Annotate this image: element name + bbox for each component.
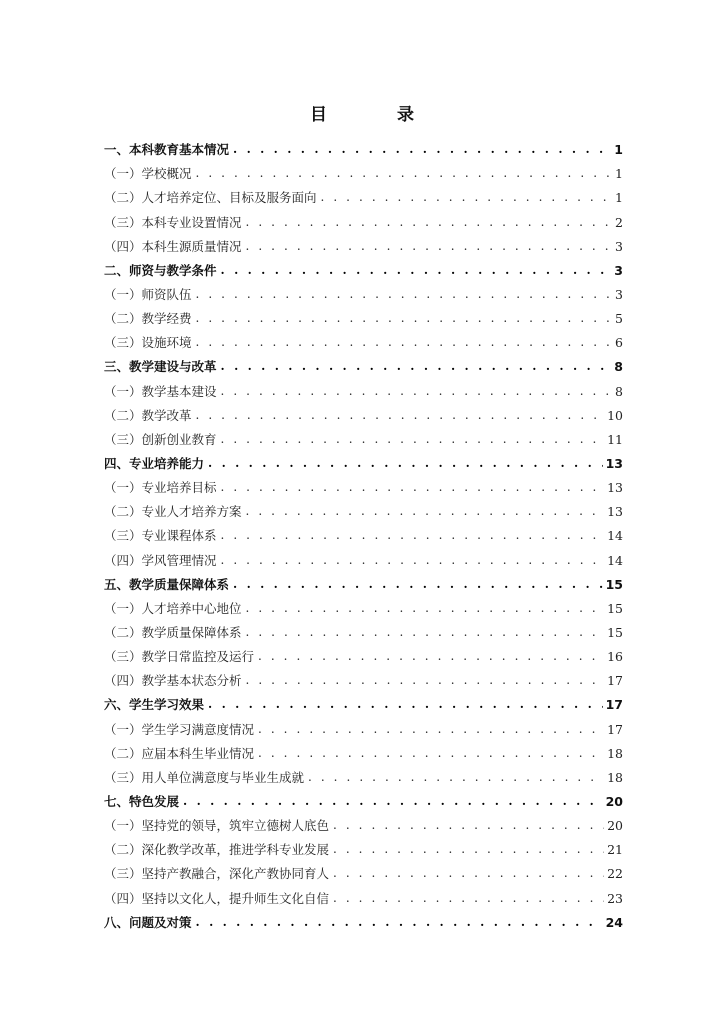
toc-page-number: 15 — [607, 624, 623, 640]
toc-section-entry[interactable] — [104, 667, 623, 691]
toc-entry-label: （二）深化教学改革，推进学科专业发展 — [104, 842, 330, 858]
toc-section-entry[interactable] — [104, 595, 623, 619]
toc-entry-label: （二）教学改革 — [104, 407, 192, 423]
toc-page-number: 8 — [615, 383, 623, 399]
toc-chapter-entry[interactable] — [104, 788, 623, 812]
toc-dot-leader — [246, 236, 612, 256]
toc-dot-leader — [233, 139, 611, 159]
toc-dot-leader — [183, 791, 603, 811]
toc-dot-leader — [258, 743, 604, 763]
toc-entry-label: （一）教学基本建设 — [104, 383, 217, 399]
toc-page-number: 13 — [605, 455, 623, 471]
toc-dot-leader — [246, 622, 605, 642]
toc-dot-leader — [221, 429, 605, 449]
toc-page-number: 20 — [605, 793, 623, 809]
toc-chapter-entry[interactable] — [104, 909, 623, 933]
toc-page-number: 10 — [607, 407, 623, 423]
toc-section-entry[interactable] — [104, 498, 623, 522]
toc-chapter-entry[interactable] — [104, 353, 623, 377]
toc-dot-leader — [208, 453, 603, 473]
toc-dot-leader — [196, 308, 612, 328]
toc-entry-label: （三）设施环境 — [104, 335, 192, 351]
toc-section-entry[interactable] — [104, 546, 623, 570]
toc-dot-leader — [333, 815, 604, 835]
toc-section-entry[interactable] — [104, 208, 623, 232]
toc-chapter-entry[interactable] — [104, 450, 623, 474]
toc-dot-leader — [196, 332, 612, 352]
toc-entry-label: （一）坚持党的领导，筑牢立德树人底色 — [104, 818, 330, 834]
toc-entry-label: 七、特色发展 — [104, 793, 180, 809]
toc-dot-leader — [221, 477, 605, 497]
toc-section-entry[interactable] — [104, 522, 623, 546]
toc-dot-leader — [246, 670, 605, 690]
table-of-contents — [104, 136, 623, 933]
toc-dot-leader — [333, 839, 604, 859]
toc-entry-label: （四）本科生源质量情况 — [104, 238, 242, 254]
toc-section-entry[interactable] — [104, 740, 623, 764]
toc-section-entry[interactable] — [104, 474, 623, 498]
toc-page-number: 23 — [607, 890, 623, 906]
toc-entry-label: （三）专业课程体系 — [104, 528, 217, 544]
toc-entry-label: （三）用人单位满意度与毕业生成就 — [104, 769, 305, 785]
toc-section-entry[interactable] — [104, 860, 623, 884]
toc-page-number: 13 — [607, 480, 623, 496]
toc-page-number: 11 — [607, 431, 623, 447]
toc-dot-leader — [246, 212, 612, 232]
toc-section-entry[interactable] — [104, 764, 623, 788]
toc-section-entry[interactable] — [104, 377, 623, 401]
toc-chapter-entry[interactable] — [104, 691, 623, 715]
toc-chapter-entry[interactable] — [104, 257, 623, 281]
toc-dot-leader — [308, 767, 604, 787]
toc-page-number: 1 — [615, 190, 623, 206]
toc-section-entry[interactable] — [104, 184, 623, 208]
toc-section-entry[interactable] — [104, 812, 623, 836]
toc-dot-leader — [246, 501, 605, 521]
toc-entry-label: （一）师资队伍 — [104, 286, 192, 302]
toc-entry-label: （一）学生学习满意度情况 — [104, 721, 255, 737]
toc-entry-label: 八、问题及对策 — [104, 914, 192, 930]
toc-section-entry[interactable] — [104, 281, 623, 305]
toc-entry-label: （二）应届本科生毕业情况 — [104, 745, 255, 761]
toc-page-number: 13 — [607, 504, 623, 520]
toc-page-number: 17 — [605, 697, 623, 713]
toc-page-number: 21 — [607, 842, 623, 858]
toc-entry-label: （三）坚持产教融合，深化产教协同育人 — [104, 866, 330, 882]
toc-section-entry[interactable] — [104, 836, 623, 860]
toc-entry-label: （一）专业培养目标 — [104, 480, 217, 496]
toc-dot-leader — [258, 719, 604, 739]
toc-section-entry[interactable] — [104, 426, 623, 450]
toc-entry-label: （二）教学经费 — [104, 311, 192, 327]
toc-dot-leader — [258, 646, 604, 666]
toc-dot-leader — [246, 598, 605, 618]
toc-entry-label: （四）学风管理情况 — [104, 552, 217, 568]
toc-page-number: 24 — [605, 914, 623, 930]
toc-section-entry[interactable] — [104, 305, 623, 329]
toc-section-entry[interactable] — [104, 160, 623, 184]
toc-entry-label: 五、教学质量保障体系 — [104, 576, 230, 592]
toc-section-entry[interactable] — [104, 643, 623, 667]
toc-section-entry[interactable] — [104, 619, 623, 643]
toc-page-number: 20 — [607, 818, 623, 834]
toc-dot-leader — [221, 525, 605, 545]
toc-page-number: 18 — [607, 769, 623, 785]
toc-entry-label: 四、专业培养能力 — [104, 455, 205, 471]
toc-dot-leader — [196, 163, 612, 183]
toc-entry-label: （四）教学基本状态分析 — [104, 673, 242, 689]
toc-page-number: 8 — [614, 359, 623, 375]
toc-page-number: 3 — [614, 262, 623, 278]
toc-dot-leader — [196, 912, 603, 932]
toc-page-number: 15 — [605, 576, 623, 592]
toc-entry-label: （三）创新创业教育 — [104, 431, 217, 447]
toc-chapter-entry[interactable] — [104, 136, 623, 160]
toc-page-number: 2 — [615, 214, 623, 230]
toc-page-number: 1 — [615, 166, 623, 182]
toc-section-entry[interactable] — [104, 402, 623, 426]
toc-dot-leader — [221, 260, 612, 280]
toc-entry-label: （二）人才培养定位、目标及服务面向 — [104, 190, 317, 206]
toc-page-number: 1 — [614, 142, 623, 158]
toc-entry-label: 一、本科教育基本情况 — [104, 142, 230, 158]
toc-page-number: 18 — [607, 745, 623, 761]
toc-page-number: 15 — [607, 600, 623, 616]
toc-page-number: 6 — [615, 335, 623, 351]
toc-page-number: 17 — [607, 721, 623, 737]
toc-dot-leader — [221, 356, 612, 376]
toc-dot-leader — [196, 284, 612, 304]
toc-entry-label: （二）教学质量保障体系 — [104, 624, 242, 640]
toc-chapter-entry[interactable] — [104, 571, 623, 595]
toc-page-number: 3 — [615, 238, 623, 254]
toc-entry-label: （三）本科专业设置情况 — [104, 214, 242, 230]
toc-page-number: 14 — [607, 552, 623, 568]
toc-page-number: 16 — [607, 649, 623, 665]
toc-dot-leader — [233, 574, 603, 594]
toc-dot-leader — [333, 863, 604, 883]
toc-page-number: 14 — [607, 528, 623, 544]
toc-page-number: 5 — [615, 311, 623, 327]
toc-section-entry[interactable] — [104, 329, 623, 353]
toc-section-entry[interactable] — [104, 233, 623, 257]
toc-entry-label: 三、教学建设与改革 — [104, 359, 217, 375]
toc-dot-leader — [321, 187, 612, 207]
toc-entry-label: （四）坚持以文化人，提升师生文化自信 — [104, 890, 330, 906]
toc-entry-label: （二）专业人才培养方案 — [104, 504, 242, 520]
toc-page-number: 3 — [615, 286, 623, 302]
toc-dot-leader — [196, 405, 605, 425]
toc-page-number: 17 — [607, 673, 623, 689]
toc-section-entry[interactable] — [104, 715, 623, 739]
toc-entry-label: （一）学校概况 — [104, 166, 192, 182]
toc-entry-label: 二、师资与教学条件 — [104, 262, 217, 278]
toc-entry-label: （三）教学日常监控及运行 — [104, 649, 255, 665]
toc-entry-label: 六、学生学习效果 — [104, 697, 205, 713]
toc-page-number: 22 — [607, 866, 623, 882]
toc-section-entry[interactable] — [104, 884, 623, 908]
toc-title: 目 录 — [310, 105, 446, 125]
toc-dot-leader — [333, 888, 604, 908]
toc-entry-label: （一）人才培养中心地位 — [104, 600, 242, 616]
toc-dot-leader — [221, 550, 605, 570]
toc-dot-leader — [221, 381, 612, 401]
toc-dot-leader — [208, 694, 603, 714]
